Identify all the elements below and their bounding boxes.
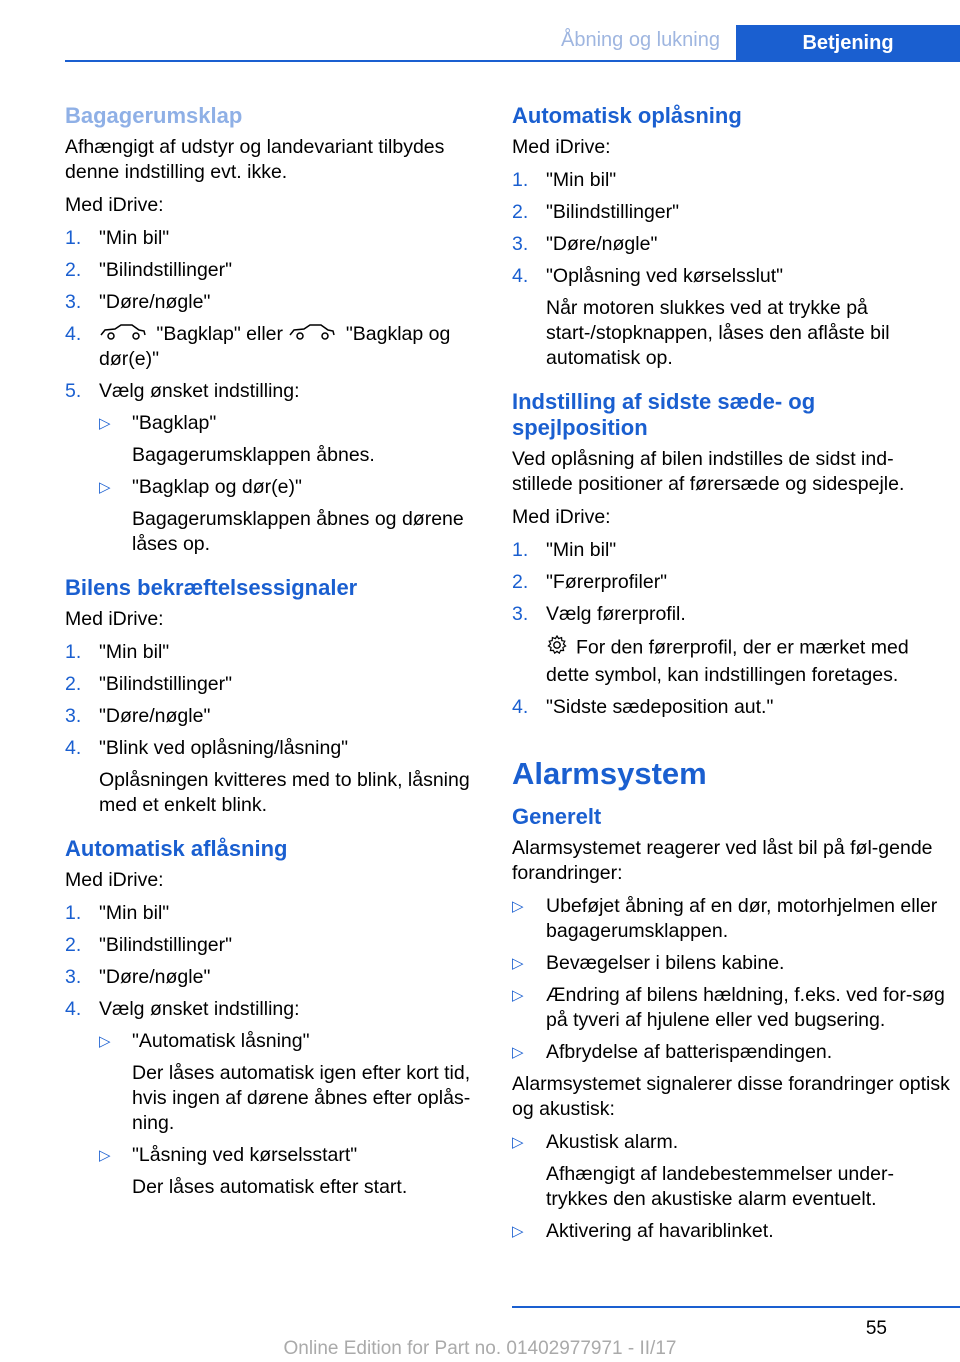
bullet-text: Bevægelser i bilens kabine. — [546, 952, 785, 974]
footer-edition: Online Edition for Part no. 01402977971 - II/17 — [283, 1338, 677, 1359]
car-icon — [99, 322, 147, 347]
triangle-bullet-icon: ▷ — [512, 1044, 524, 1061]
list-item — [65, 640, 485, 665]
list-item — [65, 290, 485, 315]
list-text: "Min bil" — [99, 902, 170, 925]
bullet-item — [99, 1143, 485, 1200]
list-text: "Bilindstillinger" — [99, 934, 233, 957]
triangle-bullet-icon: ▷ — [512, 955, 524, 972]
bullet-item — [512, 1219, 952, 1244]
bullet-text: Afbrydelse af batterispændingen. — [546, 1041, 833, 1063]
paragraph: Med iDrive: — [512, 136, 611, 158]
list-item — [65, 258, 485, 283]
triangle-bullet-icon: ▷ — [99, 1033, 111, 1051]
list-number: 3. — [512, 603, 529, 625]
list-text: "Bilindstillinger" — [99, 673, 233, 696]
section-title: Bagagerumsklap — [65, 103, 243, 128]
list-item — [65, 379, 485, 557]
bullet-text: Ændring af bilens hældning, f.eks. ved for-søg på tyveri af hjulene eller ved bugsering. — [546, 984, 945, 1031]
triangle-bullet-icon: ▷ — [99, 1147, 111, 1165]
section-confirmation-signals — [65, 575, 485, 818]
paragraph: Ved oplåsning af bilen indstilles de sidst ind-stillede positioner af førersæde og sidespejle. — [512, 448, 905, 495]
list-text: "Oplåsning ved kørselsslut" — [546, 265, 784, 287]
triangle-bullet-icon: ▷ — [99, 415, 111, 433]
list-description: Når motoren slukkes ved at trykke på start-/stopknappen, låses den aflåste bil automatisk op. — [546, 297, 890, 369]
numbered-list — [65, 640, 485, 818]
list-item — [65, 226, 485, 251]
numbered-list — [512, 168, 952, 371]
list-item — [512, 602, 952, 688]
list-item — [65, 933, 485, 958]
settings-gear-icon — [546, 634, 568, 663]
list-number: 1. — [65, 902, 82, 925]
bullet-list — [99, 1029, 485, 1200]
paragraph: Afhængigt af udstyr og landevariant tilbydes denne indstilling evt. ikke. — [65, 136, 445, 183]
list-text: "Blink ved oplåsning/låsning" — [99, 737, 349, 760]
numbered-list — [512, 538, 952, 720]
triangle-bullet-icon: ▷ — [99, 479, 111, 497]
numbered-list — [65, 901, 485, 1200]
list-item — [65, 704, 485, 729]
list-number: 3. — [65, 291, 82, 313]
list-text: "Bagklap og dør(e)" — [99, 323, 451, 371]
option-description: Bagagerumsklappen åbnes. — [132, 444, 375, 467]
bullet-list — [512, 894, 952, 1065]
list-number: 2. — [512, 571, 529, 593]
list-item — [65, 322, 485, 372]
bullet-text: Akustisk alarm. — [546, 1131, 679, 1153]
bullet-item — [512, 983, 952, 1033]
paragraph: Med iDrive: — [65, 869, 164, 892]
bullet-item — [512, 894, 952, 944]
list-number: 4. — [512, 265, 529, 287]
paragraph: Med iDrive: — [512, 506, 611, 528]
list-number: 4. — [65, 737, 82, 760]
list-item — [512, 200, 952, 225]
option-label: "Bagklap og dør(e)" — [132, 476, 302, 499]
list-number: 2. — [65, 259, 82, 281]
paragraph: Alarmsystemet signalerer disse forandringer optisk og akustisk: — [512, 1073, 950, 1120]
left-column — [65, 103, 485, 1207]
list-item — [512, 570, 952, 595]
bullet-list — [99, 411, 485, 557]
header-rule — [65, 60, 960, 62]
list-item — [65, 997, 485, 1200]
list-number: 4. — [65, 323, 82, 345]
section-alarm-system — [512, 756, 952, 1244]
list-text: Vælg ønsket indstilling: — [99, 998, 300, 1021]
option-description: Bagagerumsklappen åbnes og dørene låses op. — [132, 508, 464, 556]
list-text: "Min bil" — [99, 641, 170, 664]
bullet-item — [512, 1130, 952, 1212]
section-title: Automatisk aflåsning — [65, 836, 288, 862]
section-auto-lock — [65, 836, 485, 1200]
list-number: 4. — [512, 696, 529, 718]
list-text: "Døre/nøgle" — [99, 291, 211, 313]
triangle-bullet-icon: ▷ — [512, 1134, 524, 1151]
list-description-text: For den førerprofil, der er mærket med dette symbol, kan indstillingen foretages. — [546, 636, 909, 686]
list-number: 5. — [65, 380, 82, 403]
bullet-list — [512, 1130, 952, 1244]
bullet-text: Aktivering af havariblinket. — [546, 1220, 774, 1242]
list-text: "Bilindstillinger" — [546, 201, 680, 223]
list-number: 2. — [65, 934, 82, 957]
bullet-description: Afhængigt af landebestemmelser under-trykkes den akustiske alarm eventuelt. — [546, 1163, 894, 1210]
triangle-bullet-icon: ▷ — [512, 987, 524, 1004]
triangle-bullet-icon: ▷ — [512, 898, 524, 915]
list-item — [512, 538, 952, 563]
list-number: 3. — [65, 705, 82, 728]
bullet-item — [99, 411, 485, 468]
numbered-list — [65, 226, 485, 557]
list-number: 3. — [65, 966, 82, 989]
list-description: Oplåsningen kvitteres med to blink, låsning med et enkelt blink. — [99, 769, 470, 817]
section-title: Generelt — [512, 804, 602, 829]
option-description: Der låses automatisk efter start. — [132, 1176, 408, 1199]
list-text: "Førerprofiler" — [546, 571, 668, 593]
list-number: 1. — [512, 169, 529, 191]
list-text: "Min bil" — [546, 539, 617, 561]
section-tailgate — [65, 103, 485, 557]
header-chapter-tab: Betjening — [736, 25, 960, 62]
page-number: 55 — [865, 1318, 887, 1339]
list-item — [512, 264, 952, 371]
bullet-item — [512, 1040, 952, 1065]
list-text: "Sidste sædeposition aut." — [546, 696, 774, 718]
list-text: Vælg førerprofil. — [546, 603, 686, 625]
list-text: "Min bil" — [546, 169, 617, 191]
list-number: 4. — [65, 998, 82, 1021]
list-item — [512, 168, 952, 193]
list-item — [65, 965, 485, 990]
option-label: "Automatisk låsning" — [132, 1030, 310, 1053]
bullet-text: Ubeføjet åbning af en dør, motorhjelmen eller bagagerumsklappen. — [546, 895, 938, 942]
car-icon — [288, 322, 336, 347]
right-column — [512, 103, 952, 1251]
list-number: 1. — [65, 641, 82, 664]
section-seat-mirror-position — [512, 389, 952, 720]
list-item — [512, 695, 952, 720]
chapter-title: Alarmsystem — [512, 756, 707, 791]
list-number: 2. — [65, 673, 82, 696]
list-number: 3. — [512, 233, 529, 255]
list-number: 1. — [65, 227, 82, 249]
list-item — [65, 736, 485, 818]
list-text: Vælg ønsket indstilling: — [99, 380, 300, 403]
section-title: Automatisk oplåsning — [512, 103, 742, 128]
paragraph: Med iDrive: — [65, 194, 164, 216]
list-text: "Døre/nøgle" — [99, 705, 211, 728]
list-text: "Bagklap" eller — [156, 323, 284, 345]
header-section-title: Åbning og lukning — [560, 29, 720, 51]
list-number: 1. — [512, 539, 529, 561]
list-item — [512, 232, 952, 257]
triangle-bullet-icon: ▷ — [512, 1223, 524, 1240]
list-text: "Døre/nøgle" — [546, 233, 658, 255]
option-description: Der låses automatisk igen efter kort tid, hvis ingen af dørene åbnes efter oplås-ning. — [132, 1062, 471, 1135]
option-label: "Bagklap" — [132, 412, 217, 435]
list-number: 2. — [512, 201, 529, 223]
list-text: "Min bil" — [99, 227, 170, 249]
section-auto-unlock — [512, 103, 952, 371]
list-item — [65, 901, 485, 926]
bullet-item — [99, 475, 485, 557]
footer-rule — [512, 1306, 960, 1308]
list-text: "Døre/nøgle" — [99, 966, 211, 989]
paragraph: Alarmsystemet reagerer ved låst bil på føl-gende forandringer: — [512, 837, 933, 884]
list-description — [546, 634, 952, 688]
section-title: Bilens bekræftelsessignaler — [65, 575, 358, 601]
list-item — [65, 672, 485, 697]
section-title: Indstilling af sidste sæde- og spejlposition — [512, 389, 816, 440]
paragraph: Med iDrive: — [65, 608, 164, 631]
option-label: "Låsning ved kørselsstart" — [132, 1144, 358, 1167]
bullet-item — [512, 951, 952, 976]
list-text: "Bilindstillinger" — [99, 259, 233, 281]
bullet-item — [99, 1029, 485, 1136]
